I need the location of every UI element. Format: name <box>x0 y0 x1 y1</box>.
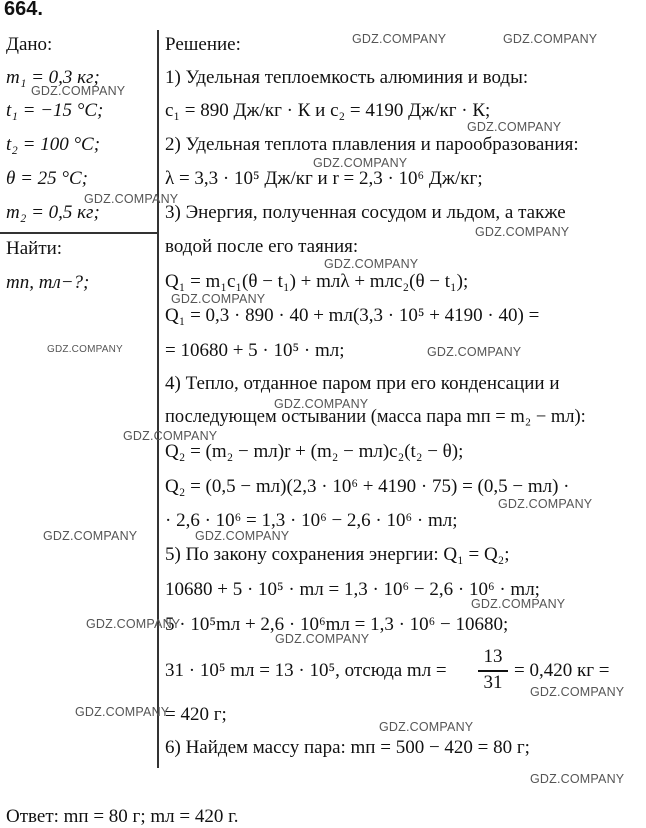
given-line: m₁ = 0,3 кг; <box>6 67 100 88</box>
solution-line: λ = 3,3 · 10⁵ Дж/кг и r = 2,3 · 10⁶ Дж/кг; <box>165 168 483 189</box>
watermark: GDZ.COMPANY <box>471 597 566 611</box>
column-divider <box>157 30 159 768</box>
watermark: GDZ.COMPANY <box>475 225 570 239</box>
fraction-denominator: 31 <box>483 672 503 693</box>
watermark: GDZ.COMPANY <box>352 32 447 46</box>
given-line: m₂ = 0,5 кг; <box>6 202 100 223</box>
watermark: GDZ.COMPANY <box>43 529 138 543</box>
solution-line: Q₂ = (m₂ − mл)r + (m₂ − mл)c₂(t₂ − θ); <box>165 441 464 462</box>
solution-line: водой после его таяния: <box>165 236 359 257</box>
problem-number: 664. <box>4 0 43 20</box>
watermark: GDZ.COMPANY <box>275 632 370 646</box>
solution-line: = 0,420 кг = <box>514 660 610 681</box>
solution-line: 6) Найдем массу пара: mп = 500 − 420 = 80 г; <box>165 737 530 758</box>
watermark: GDZ.COMPANY <box>195 529 290 543</box>
solution-line: 2) Удельная теплота плавления и парообразования: <box>165 134 579 155</box>
solution-line: Q₂ = (0,5 − mл)(2,3 · 10⁶ + 4190 · 75) = (0,5 − mл) · <box>165 476 570 497</box>
watermark: GDZ.COMPANY <box>86 617 181 631</box>
watermark: GDZ.COMPANY <box>467 120 562 134</box>
fraction-numerator: 13 <box>483 646 503 667</box>
solution-line: = 10680 + 5 · 10⁵ · mл; <box>165 340 345 361</box>
watermark: GDZ.COMPANY <box>274 397 369 411</box>
given-header: Дано: <box>6 34 53 55</box>
given-line: t₂ = 100 °C; <box>6 134 101 155</box>
watermark: GDZ.COMPANY <box>498 497 593 511</box>
watermark: GDZ.COMPANY <box>313 156 408 170</box>
find-header: Найти: <box>6 238 63 259</box>
watermark: GDZ.COMPANY <box>530 772 625 786</box>
watermark: GDZ.COMPANY <box>84 192 179 206</box>
solution-line: c₁ = 890 Дж/кг · К и c₂ = 4190 Дж/кг · К; <box>165 100 491 121</box>
watermark: GDZ.COMPANY <box>47 344 123 355</box>
solution-line: · 2,6 · 10⁶ = 1,3 · 10⁶ − 2,6 · 10⁶ · mл; <box>165 510 458 531</box>
watermark: GDZ.COMPANY <box>171 292 266 306</box>
solution-line: Q₁ = 0,3 · 890 · 40 + mл(3,3 · 10⁵ + 4190 · 40) = <box>165 305 540 326</box>
solution-line: 5 · 10⁵mл + 2,6 · 10⁶mл = 1,3 · 10⁶ − 10680; <box>165 614 509 635</box>
watermark: GDZ.COMPANY <box>123 429 218 443</box>
watermark: GDZ.COMPANY <box>324 257 419 271</box>
solution-line: = 420 г; <box>165 704 227 725</box>
solution-line: 1) Удельная теплоемкость алюминия и воды: <box>165 67 529 88</box>
solution-line: Q₁ = m₁c₁(θ − t₁) + mлλ + mлc₂(θ − t₁); <box>165 271 469 292</box>
solution-line: 5) По закону сохранения энергии: Q₁ = Q₂; <box>165 544 510 565</box>
solution-line: 10680 + 5 · 10⁵ · mл = 1,3 · 10⁶ − 2,6 · 10⁶ · mл; <box>165 579 540 600</box>
solution-line: последующем остывании (масса пара mп = m₂ − mл): <box>165 407 586 427</box>
given-find-divider <box>0 232 158 234</box>
given-line: t₁ = −15 °C; <box>6 100 104 121</box>
solution-header: Решение: <box>165 34 241 55</box>
answer-line: Ответ: mп = 80 г; mл = 420 г. <box>6 806 239 827</box>
watermark: GDZ.COMPANY <box>427 345 522 359</box>
watermark: GDZ.COMPANY <box>31 84 126 98</box>
watermark: GDZ.COMPANY <box>530 685 625 699</box>
watermark: GDZ.COMPANY <box>75 705 170 719</box>
solution-line: 31 · 10⁵ mл = 13 · 10⁵, отсюда mл = <box>165 660 447 681</box>
watermark: GDZ.COMPANY <box>503 32 598 46</box>
given-line: θ = 25 °C; <box>6 168 89 189</box>
solution-line: 4) Тепло, отданное паром при его конденсации и <box>165 373 560 394</box>
find-line: mп, mл−?; <box>6 272 90 293</box>
watermark: GDZ.COMPANY <box>379 720 474 734</box>
solution-line: 3) Энергия, полученная сосудом и льдом, а также <box>165 202 566 223</box>
